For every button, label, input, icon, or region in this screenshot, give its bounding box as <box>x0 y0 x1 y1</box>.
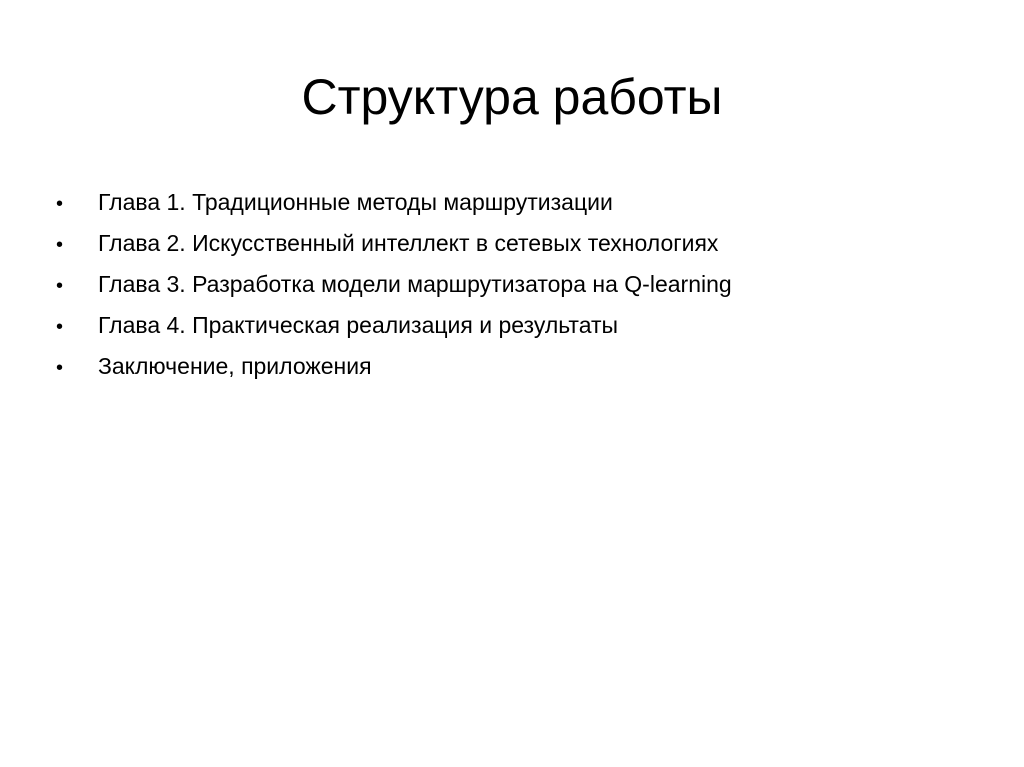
list-item <box>56 264 976 305</box>
list-item-text: Заключение, приложения <box>98 353 372 379</box>
list-item-text: Глава 4. Практическая реализация и результаты <box>98 312 619 338</box>
bullet-marker: • <box>56 275 64 297</box>
bullet-marker: • <box>56 234 64 256</box>
bullet-list <box>56 182 976 387</box>
bullet-marker: • <box>56 316 64 338</box>
list-item <box>56 346 976 387</box>
slide-title: Структура работы <box>301 69 723 125</box>
list-item-text: Глава 1. Традиционные методы маршрутизации <box>98 189 613 215</box>
bullet-marker: • <box>56 357 64 379</box>
list-item-text: Глава 2. Искусственный интеллект в сетевых технологиях <box>98 230 719 256</box>
list-item <box>56 182 976 223</box>
list-item-text: Глава 3. Разработка модели маршрутизатора на Q-learning <box>98 271 732 297</box>
list-item <box>56 305 976 346</box>
list-item <box>56 223 976 264</box>
bullet-marker: • <box>56 193 64 215</box>
